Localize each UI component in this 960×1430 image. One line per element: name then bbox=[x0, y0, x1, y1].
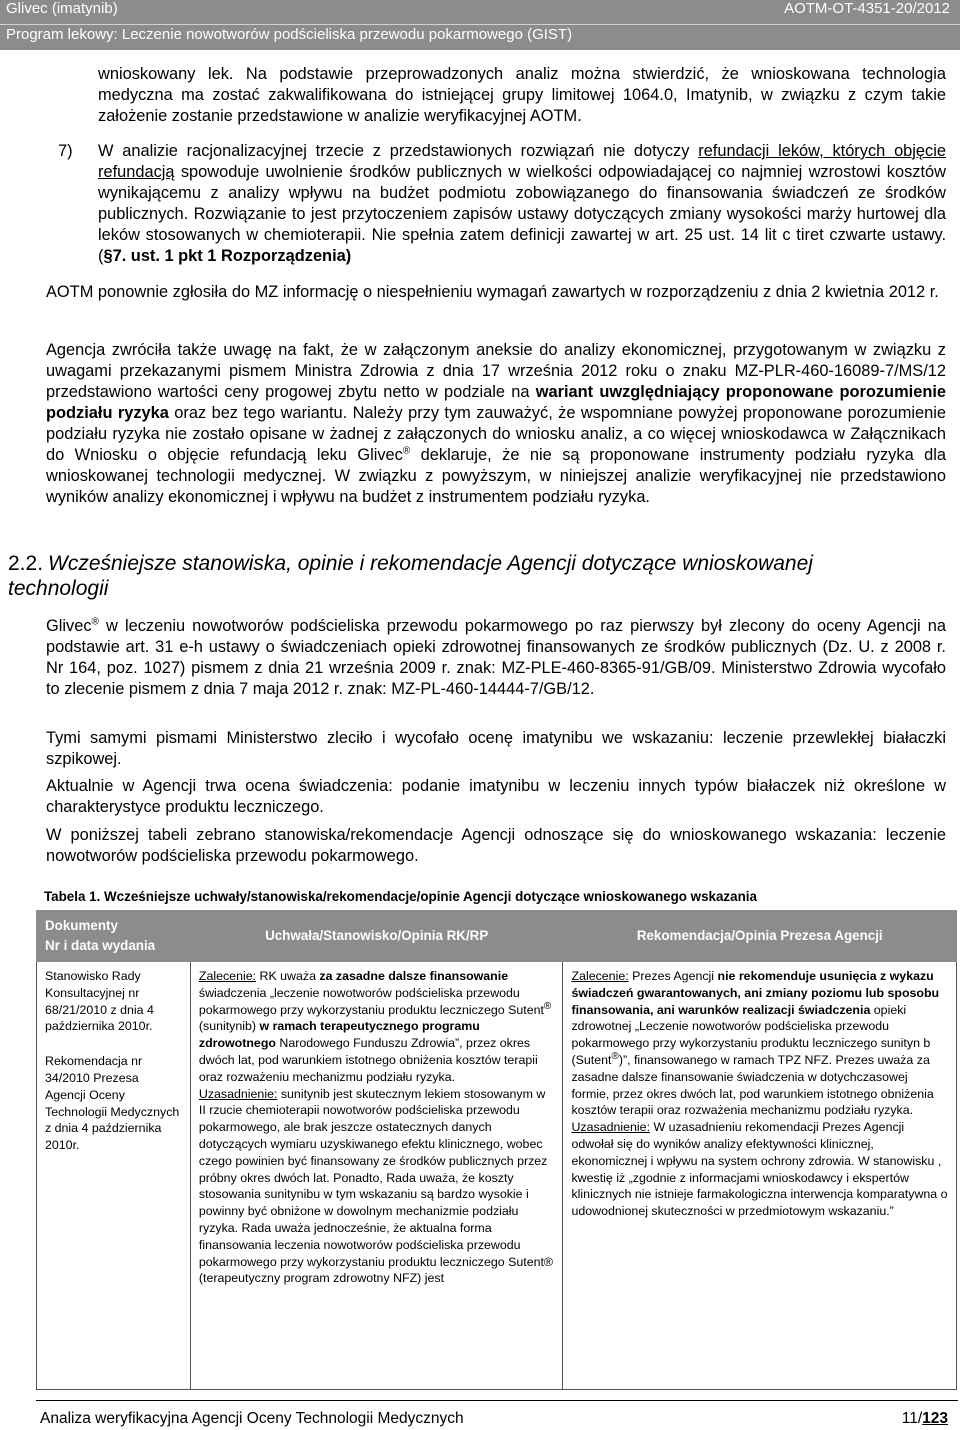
section-number: 2.2. bbox=[8, 552, 44, 575]
footer-title: Analiza weryfikacyjna Agencji Oceny Technologii Medycznych bbox=[40, 1410, 464, 1427]
item-7-number: 7) bbox=[58, 142, 73, 160]
header-title: Glivec (imatynib) bbox=[6, 0, 118, 17]
documents-cell bbox=[37, 962, 191, 1390]
prezes-text: Prezes Agencji bbox=[628, 969, 718, 983]
registered-mark: ® bbox=[402, 445, 411, 457]
recommendations-table bbox=[36, 910, 957, 1390]
prezes-label-zalecenie: Zalecenie: bbox=[571, 969, 629, 983]
item-7-paragraph bbox=[98, 141, 946, 267]
item-7-underlined: refundacji leków, których objęcie refundacją bbox=[98, 142, 947, 181]
glivec-text-a: Glivec bbox=[46, 617, 92, 635]
header-divider bbox=[0, 24, 960, 25]
section-title: Wcześniejsze stanowiska, opinie i rekomendacje Agencji dotyczące wnioskowanej technologii bbox=[8, 552, 813, 600]
prezes-text: W uzasadnieniu rekomendacji Prezes Agencji odwołał się do wyników analizy efektywności klinicznej, ekonomicznej i wpływu na system ochrony zdrowia. W stanowisku , kwestię iż „zgodnie z informacjami wnioskodawcy i ekspertów klinicznych nie istnieje farmakologiczna interwencja komparatywna o udowodnionej skuteczności w przedmiotowym wskazaniu.” bbox=[571, 1120, 948, 1219]
agency-paragraph bbox=[46, 340, 946, 508]
glivec-text-b: w leczeniu nowotworów podścieliska przewodu pokarmowego po raz pierwszy był zlecony do oceny Agencji na podstawie art. 31 e-h ustawy o świadczeniach opieki zdrowotnej finansowanych ze środków publicznych (Dz. U. z 2008 r. Nr 164, poz. 1027) pismem z dnia 21 września 2009 r. znak: MZ-PLE-460-8365-91/GB/09. Ministerstwo Zdrowia wycofało to zlecenie pismem z dnia 7 maja 2012 r. znak: MZ-PL-460-14444-7/GB/12. bbox=[46, 617, 946, 698]
aktualnie-paragraph: Aktualnie w Agencji trwa ocena świadczenia: podanie imatynibu w leczeniu innych typów białaczek niż określone w charakterystyce produktu leczniczego. bbox=[46, 777, 946, 816]
header-code: AOTM-OT-4351-20/2012 bbox=[784, 0, 950, 17]
rk-recommendation bbox=[199, 968, 555, 1086]
header-prezes: Rekomendacja/Opinia Prezesa Agencji bbox=[563, 911, 957, 962]
rk-text: sunitynib jest skutecznym lekiem stosowanym w II rzucie chemioterapii nowotworów podścieliska przewodu pokarmowego, ale brak jeszcze ostatecznych danych dotyczących wymiaru uzyskiwanego efektu klinicznego, wobec czego powinien być finansowany ze środków publicznych przez próbny okres dwóch lat. Ponadto, Rada uważa, że koszty stosowania sunitynibu w tym wskazaniu są bardzo wysokie i powinny być obniżone w dowolnym mechanizmie podziału ryzyka. Rada uważa jednocześnie, że aktualna forma finansowania leczenia nowotworów podścieliska przewodu pokarmowego przy wykorzystaniu produktu leczniczego Sutent® (terapeutyczny program zdrowotny NFZ) jest bbox=[198, 1086, 554, 1286]
table-header-row bbox=[37, 911, 957, 962]
prezes-text: opieki zdrowotnej „Leczenie nowotworów podścieliska przewodu pokarmowego przy wykorzystaniu produktu leczniczego sunityn b (Sutent bbox=[571, 1002, 931, 1067]
prezes-recommendation bbox=[571, 968, 948, 1119]
page-separator: / bbox=[917, 1410, 923, 1427]
page-current: 11 bbox=[901, 1410, 918, 1427]
rk-justification bbox=[199, 1086, 555, 1288]
page-number bbox=[902, 1410, 948, 1428]
registered-mark: ® bbox=[91, 616, 99, 628]
section-heading bbox=[8, 551, 908, 601]
agency-text-a: Agencja zwróciła także uwagę na fakt, że w załączonym aneksie do analizy ekonomicznej, przygotowanym w związku z uwagami przekazanymi pismem Ministra Zdrowia z dnia 17 września 2012 roku o znaku MZ-PLR-460-16089-7/MS/12 przedstawiono wartości ceny progowej zbytu netto w podziale na bbox=[46, 341, 946, 401]
rk-text: świadczenia „leczenie nowotworów podścieliska przewodu pokarmowego przy wykorzystaniu produktu leczniczego Sutent bbox=[198, 985, 544, 1017]
rk-bold: w ramach terapeutycznego programu zdrowotnego bbox=[198, 1019, 480, 1051]
registered-mark: ® bbox=[611, 1050, 619, 1062]
document-item: Rekomendacja nr 34/2010 Prezesa Agencji Oceny Technologii Medycznych z dnia 4 października 2010r. bbox=[45, 1054, 180, 1153]
table-caption: Tabela 1. Wcześniejsze uchwały/stanowiska/rekomendacje/opinie Agencji dotyczące wnioskowanego wskazania bbox=[44, 889, 757, 904]
rk-label-zalecenie: Zalecenie: bbox=[198, 969, 257, 983]
prezes-label-uzasadnienie: Uzasadnienie: bbox=[571, 1120, 651, 1135]
item-7-text-b: spowoduje uwolnienie środków publicznych w wielkości odpowiadającej co najmniej wzrostowi kosztów wynikającemu z analizy wpływu na budżet podmiotu zobowiązanego do finansowania świadczeń ze środków publicznych. Rozwiązanie to jest przytoczeniem zapisów ustawy dotyczących zmiany wysokości marży hurtowej dla leków stosowanych w chemioterapii. Nie spełnia zatem definicji zawartej w art. 25 ust. 14 lit c tiret czwarte ustawy. ( bbox=[98, 163, 946, 265]
rk-bold: za zasadne dalsze finansowanie bbox=[319, 969, 509, 983]
item-7-reference: §7. ust. 1 pkt 1 Rozporządzenia) bbox=[103, 247, 352, 265]
agency-text-b: oraz bez tego wariantu. Należy przy tym zauważyć, że wspomniane powyżej proponowane porozumienie podziału ryzyka nie zostało opisane w żadnej z załączonych do wniosku analiz, a co więcej wnioskodawca w Załącznikach do Wniosku o objęcie refundacją leku Glivec bbox=[46, 404, 946, 464]
header-documents bbox=[37, 911, 191, 962]
prezes-bold: nie rekomenduje usunięcia z wykazu świadczeń gwarantowanych, ani zmiany poziomu lub sposobu finansowania, ani warunków realizacji świadczenia bbox=[571, 969, 940, 1017]
table-intro-paragraph: W poniższej tabeli zebrano stanowiska/rekomendacje Agencji odnoszące się do wnioskowanego wskazania: leczenie nowotworów podścieliska przewodu pokarmowego. bbox=[46, 826, 946, 865]
registered-mark: ® bbox=[543, 1000, 552, 1012]
tymi-paragraph: Tymi samymi pismami Ministerstwo zleciło i wycofało ocenę imatynibu we wskazaniu: leczenie przewlekłej białaczki szpikowej. bbox=[46, 729, 946, 768]
table-row bbox=[37, 962, 957, 1390]
glivec-paragraph bbox=[46, 616, 946, 700]
page-header bbox=[0, 0, 960, 50]
rk-label-uzasadnienie: Uzasadnienie: bbox=[198, 1086, 278, 1101]
item-7-text-a: W analizie racjonalizacyjnej trzecie z przedstawionych rozwiązań nie dotyczy bbox=[98, 142, 699, 160]
header-rk: Uchwała/Stanowisko/Opinia RK/RP bbox=[190, 911, 563, 962]
footer-divider bbox=[36, 1400, 958, 1401]
intro-paragraph: wnioskowany lek. Na podstawie przeprowadzonych analiz można stwierdzić, że wnioskowana technologia medyczna ma zostać zakwalifikowana do istniejącej grupy limitowej 1064.0, Imatynib, w związku z czym takie założenie zostanie przedstawione w analizie weryfikacyjnej AOTM. bbox=[98, 65, 946, 125]
header-program: Program lekowy: Leczenie nowotworów podścieliska przewodu pokarmowego (GIST) bbox=[6, 26, 573, 43]
aotm-paragraph: AOTM ponownie zgłosiła do MZ informację o niespełnieniu wymagań zawartych w rozporządzeniu z dnia 2 kwietnia 2012 r. bbox=[46, 283, 939, 301]
page-total: 123 bbox=[922, 1410, 948, 1427]
agency-text-c: deklaruje, że nie są proponowane instrumenty podziału ryzyka dla wnioskowanej technologii medycznej. W związku z powyższym, w niniejszej analizie weryfikacyjnej nie przedstawiono wyników analizy ekonomicznej i wpływu na budżet z instrumentem podziału ryzyka. bbox=[46, 446, 946, 506]
rk-text: (sunitynib) bbox=[198, 1019, 260, 1034]
prezes-text: )”, finansowanego w ramach TPZ NFZ. Prezes uważa za zasadne dalsze finansowanie świadczenia w dotychczasowej formie, przez okres dwóch lat, pod warunkiem istotnego obniżenia kosztów terapii oraz rozważenia mechanizmu podziału ryzyka. bbox=[571, 1052, 934, 1118]
rk-cell bbox=[190, 962, 563, 1390]
rk-text: Narodowego Funduszu Zdrowia”, przez okres dwóch lat, pod warunkiem istotnego obniżenia kosztów terapii oraz rozważeniu mechanizmu podziału ryzyka. bbox=[198, 1036, 538, 1084]
prezes-justification bbox=[571, 1119, 948, 1220]
prezes-cell bbox=[563, 962, 957, 1390]
rk-text: RK uważa bbox=[256, 969, 320, 983]
header-documents-line2: Nr i data wydania bbox=[45, 938, 156, 953]
document-item: Stanowisko Rady Konsultacyjnej nr 68/21/2010 z dnia 4 października 2010r. bbox=[45, 969, 154, 1034]
agency-bold: wariant uwzględniający proponowane porozumienie podziału ryzyka bbox=[46, 383, 946, 422]
header-documents-line1: Dokumenty bbox=[45, 918, 118, 933]
